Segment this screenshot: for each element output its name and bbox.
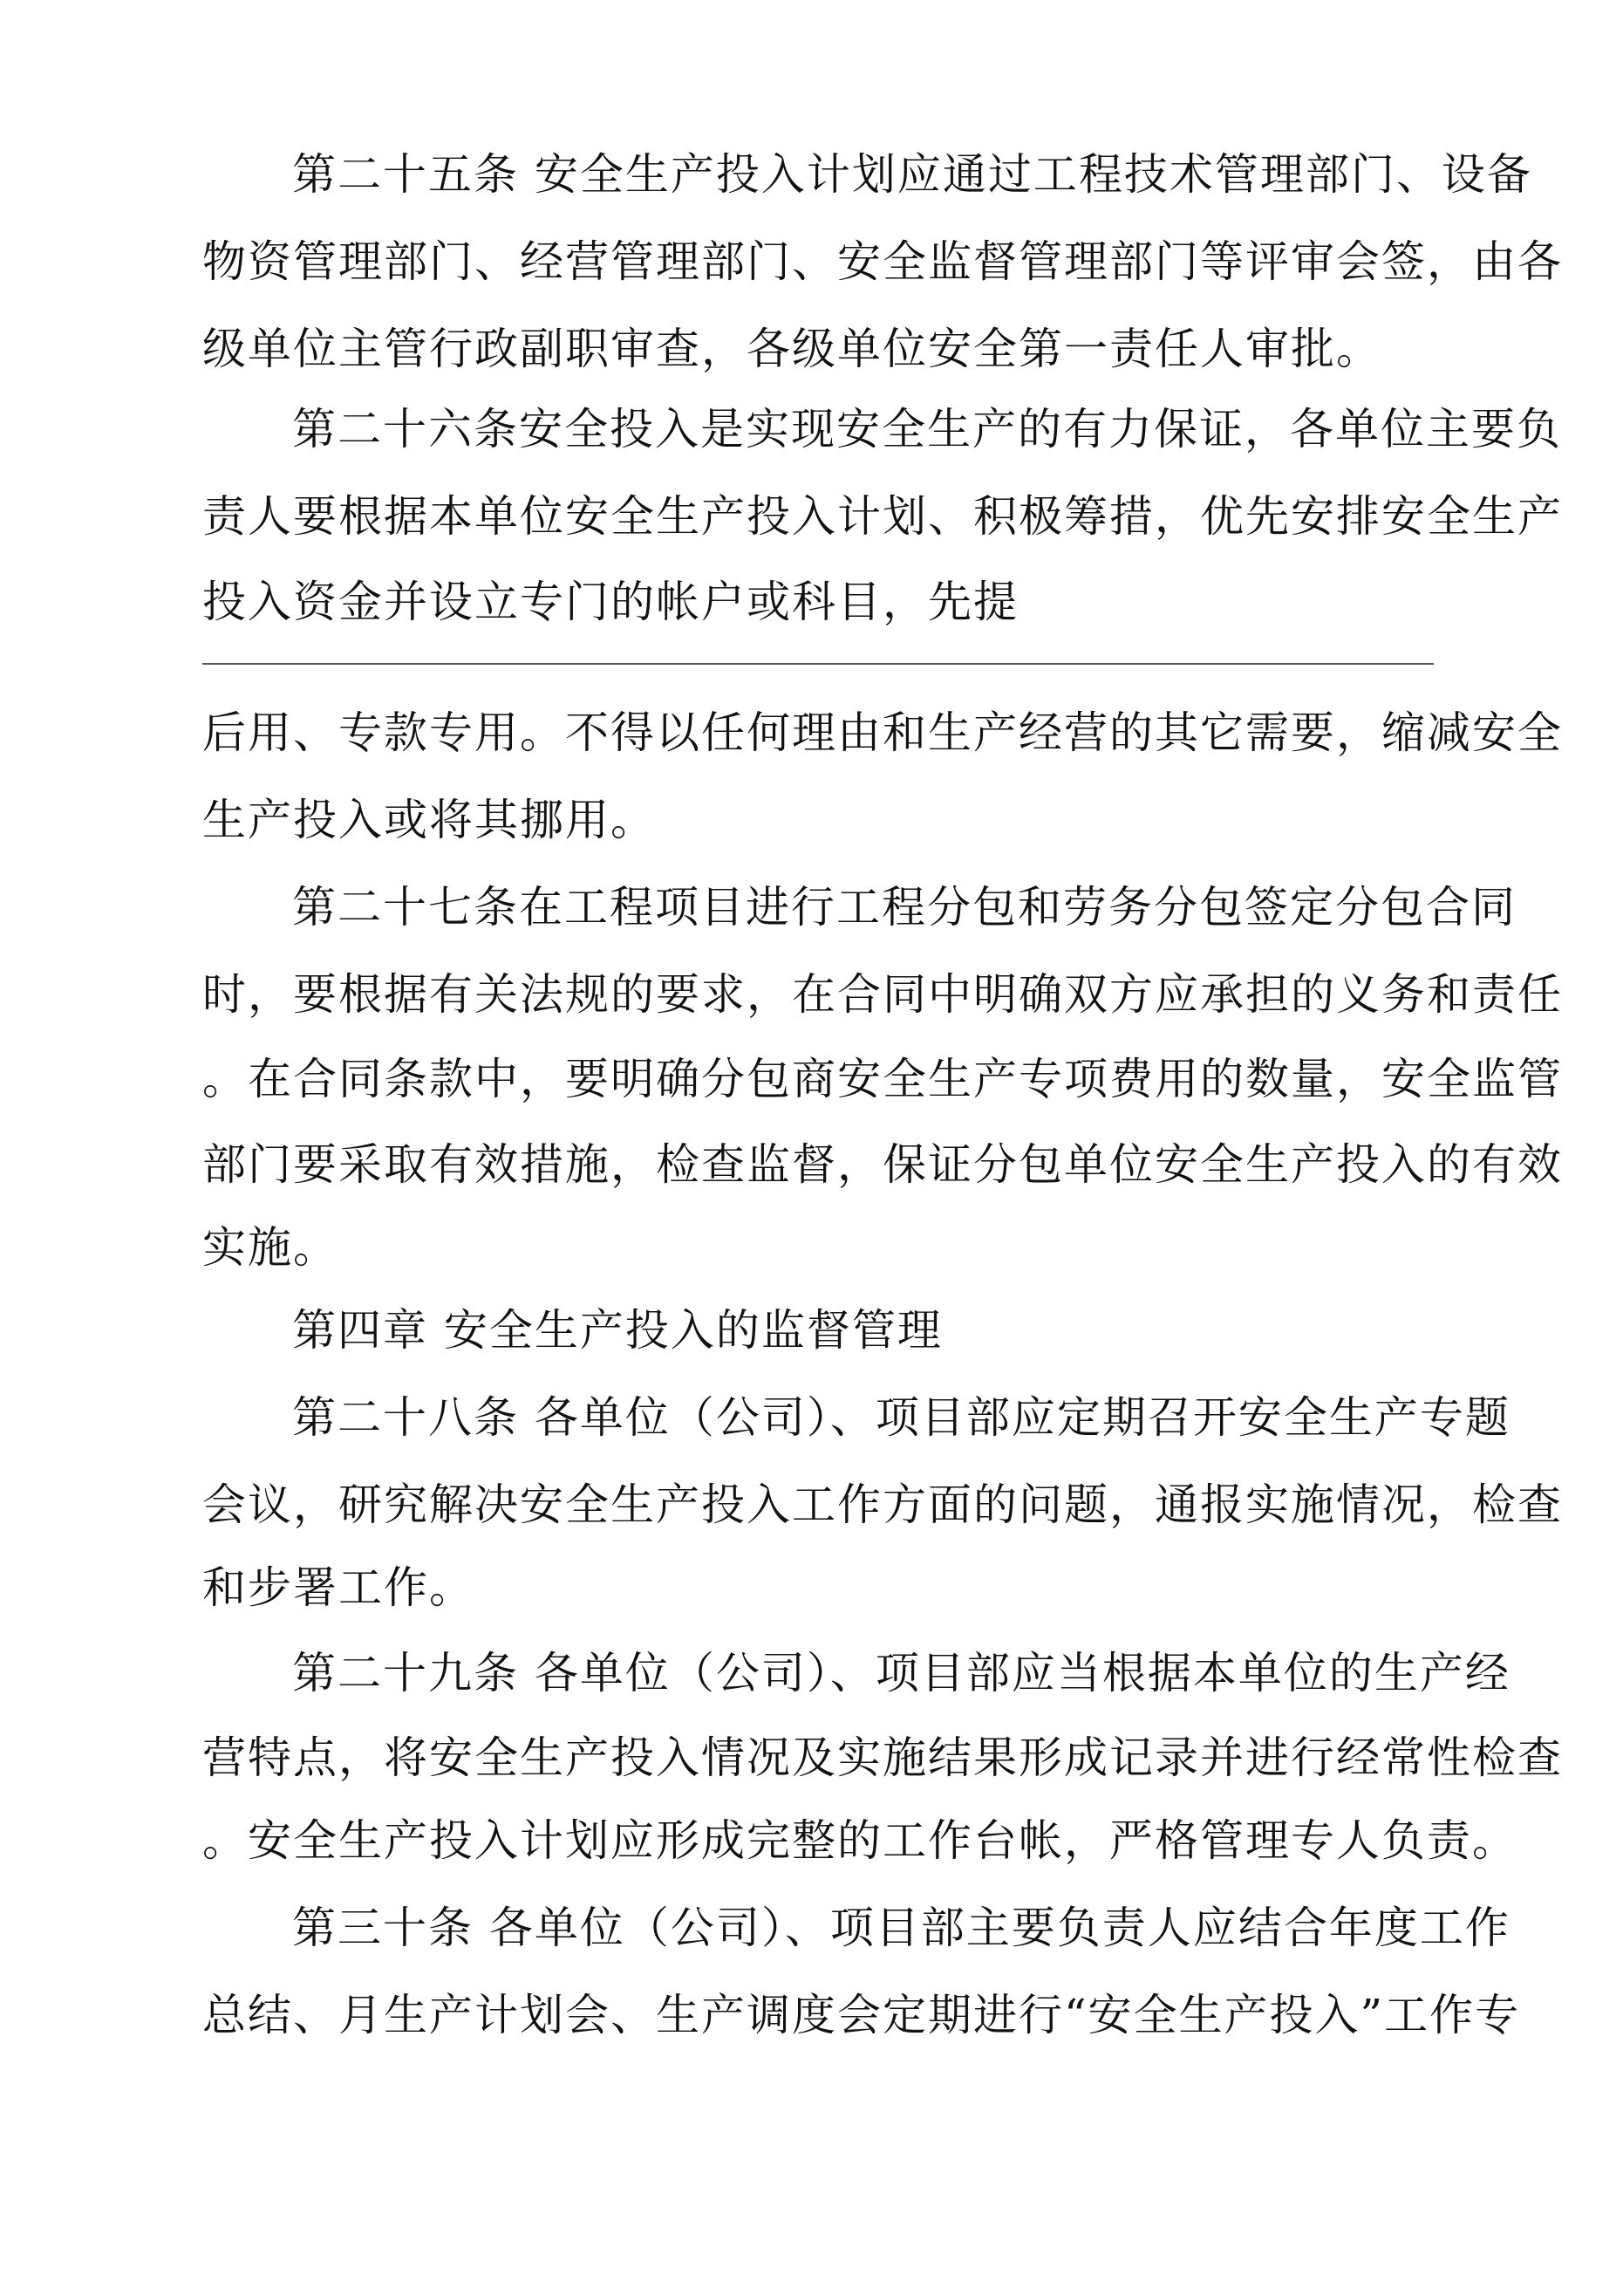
text-line: 第三十条 各单位（公司）、项目部主要负责人应结合年度工作 xyxy=(292,1903,1510,1953)
text-line: 会议，研究解决安全生产投入工作方面的问题，通报实施情况，检查 xyxy=(202,1479,1563,1530)
text-line: 部门要采取有效措施，检查监督，保证分包单位安全生产投入的有效 xyxy=(202,1139,1563,1190)
text-line: 级单位主管行政副职审查，各级单位安全第一责任人审批。 xyxy=(202,324,1381,374)
page-break-divider xyxy=(202,663,1434,665)
text-line: 总结、月生产计划会、生产调度会定期进行“安全生产投入”工作专 xyxy=(202,1990,1521,2040)
text-line: 时，要根据有关法规的要求，在合同中明确双方应承担的义务和责任 xyxy=(202,969,1563,1020)
text-line: 责人要根据本单位安全生产投入计划、积极筹措，优先安排安全生产 xyxy=(202,491,1563,542)
text-line: 第二十七条在工程项目进行工程分包和劳务分包签定分包合同 xyxy=(292,882,1517,933)
text-line: 第二十九条 各单位（公司）、项目部应当根据本单位的生产经 xyxy=(292,1648,1510,1698)
text-line: 。安全生产投入计划应形成完整的工作台帐，严格管理专人负责。 xyxy=(202,1815,1517,1866)
text-line: 第二十八条 各单位（公司）、项目部应定期召开安全生产专题 xyxy=(292,1392,1510,1443)
text-line: 物资管理部门、经营管理部门、安全监督管理部门等评审会签，由各 xyxy=(202,236,1563,287)
text-line: 。在合同条款中，要明确分包商安全生产专项费用的数量，安全监管 xyxy=(202,1054,1563,1104)
text-line: 营特点，将安全生产投入情况及实施结果形成记录并进行经常性检查 xyxy=(202,1732,1563,1783)
text-line: 和步署工作。 xyxy=(202,1562,474,1613)
text-line: 投入资金并设立专门的帐户或科目，先提 xyxy=(202,577,1019,627)
text-line: 实施。 xyxy=(202,1222,338,1273)
text-line: 第二十六条安全投入是实现安全生产的有力保证，各单位主要负 xyxy=(292,404,1562,454)
text-line: 生产投入或将其挪用。 xyxy=(202,795,656,845)
text-line: 后用、专款专用。不得以任何理由和生产经营的其它需要，缩减安全 xyxy=(202,707,1563,758)
text-line: 第二十五条 安全生产投入计划应通过工程技术管理部门、设备 xyxy=(292,149,1532,200)
section-heading: 第四章 安全生产投入的监督管理 xyxy=(292,1305,943,1356)
